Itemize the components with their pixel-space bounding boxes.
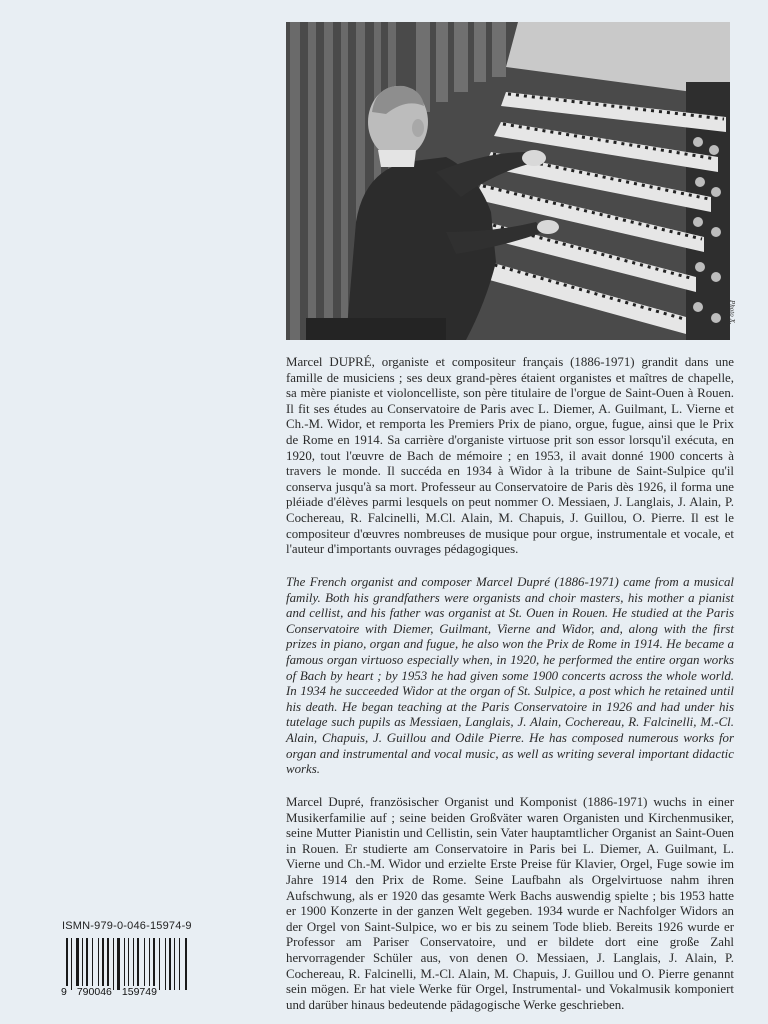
barcode-bar — [98, 938, 99, 990]
barcode-bar — [66, 938, 68, 990]
barcode-bar — [153, 938, 155, 990]
barcode-bar — [71, 938, 72, 990]
barcode-bars — [66, 938, 214, 990]
organist-photo-illustration — [286, 22, 730, 340]
barcode-bar — [107, 938, 109, 990]
barcode-bar — [86, 938, 88, 990]
biography-french: Marcel DUPRÉ, organiste et compositeur français (1886-1971) grandit dans une famille de musiciens ; ses deux grand-pères étaient organistes et maîtres de chapelle, sa mère pianiste et violoncelliste, son père titulaire de l'orgue de Saint-Ouen à Rouen. Il fit ses études au Conservatoire de Paris avec L. Diemer, A. Guilmant, L. Vierne et Ch.-M. Widor, et remporta les Premiers Prix de piano, orgue, fugue, ainsi que le Prix de Rome en 1914. Sa carrière d'organiste virtuose prit son essor lorsqu'il exécuta, en 1920, tout l'œuvre de Bach de mémoire ; en 1953, il avait donné 1900 concerts à travers le monde. Il succéda en 1934 à Widor à la tribune de Saint-Sulpice qu'il conserva jusqu'à sa mort. Professeur au Conservatoire de Paris dès 1926, il forma une pléiade d'élèves parmi lesquels on peut nommer O. Messiaen, J. Langlais, J. Alain, P. Cochereau, R. Falcinelli, M.Cl. Alain, M. Chapuis, J. Guillou, O. Pierre. Il est le compositeur d'œuvres nombreuses de musique pour orgue, instrumentale et vocale, et l'auteur d'importants ouvrages pédagogiques. — [286, 355, 734, 557]
barcode-bar — [185, 938, 187, 990]
photo-credit: Photo X. — [728, 300, 736, 325]
barcode-bar — [92, 938, 93, 990]
barcode — [60, 938, 220, 1000]
barcode-digits — [60, 986, 220, 998]
barcode-bar — [124, 938, 125, 990]
biography-german: Marcel Dupré, französischer Organist und Komponist (1886-1971) wuchs in einer Musikerfamilie auf ; seine beiden Großväter waren Organisten und Kirchenmusiker, seine Mutter Pianistin und Cellistin, sein Vater hauptamtlicher Organist an Saint-Ouen in Rouen. Er studierte am Conservatoire in Paris bei L. Diemer, A. Guilmant, L. Vierne und Ch.-M. Widor und erzielte Erste Preise für Klavier, Orgel, Fuge sowie im Jahre 1914 den Prix de Rome. Seine Laufbahn als Orgelvirtuose nahm ihren Aufschwung, als er 1920 das gesamte Werk Bachs auswendig spielte ; bis 1953 hatte er 1900 Konzerte in der ganzen Welt gegeben. 1934 wurde er Nachfolger Widors an der Orgel von Saint-Sulpice, wo er bis zu seinem Tode blieb. Bereits 1926 wurde er Professor am Pariser Conservatoire, und er bildete dort eine große Zahl hervorragender Schüler aus, von denen O. Messiaen, J. Langlais, J. Alain, P. Cochereau, R. Falcinelli, M.-Cl. Alain, M. Chapuis, J. Guillou und O. Pierre genannt sein mögen. Er hat viele Werke für Orgel, Instrumental- und Vokalmusik komponiert und darüber hinaus bedeutende pädagogische Werke geschrieben. — [286, 795, 734, 1012]
organist-photo — [286, 22, 730, 340]
barcode-bar — [137, 938, 139, 990]
barcode-bar — [102, 938, 104, 990]
biography-english: The French organist and composer Marcel Dupré (1886-1971) came from a musical family. Both his grandfathers were organists and choir masters, his mother a pianist and cellist, and his father was organist at St. Ouen in Rouen. He studied at the Paris Conservatoire with Diemer, Guilmant, Vierne and Widor, and, along with the first prizes in piano, organ and fugue, he also won the Prix de Rome in 1914. He became a famous organ virtuoso especially when, in 1920, he performed the entire organ works of Bach by heart ; by 1953 he had given some 1900 concerts across the whole world. In 1934 he succeeded Widor at the organ of St. Sulpice, a post which he retained until his death. He began teaching at the Paris Conservatoire in 1926 and had under his tutelage such pupils as Messiaen, Langlais, J. Alain, Cochereau, R. Falcinelli, M.-Cl. Alain, Chapuis, J. Guillou and Odile Pierre. He has composed numerous works for organ and instrumental and vocal music, as well as writing several important didactic works. — [286, 575, 734, 777]
barcode-bar — [117, 938, 120, 990]
ismn-label: ISMN-979-0-046-15974-9 — [62, 920, 192, 932]
barcode-bar — [179, 938, 180, 990]
barcode-bar — [113, 938, 114, 990]
barcode-bar — [174, 938, 175, 990]
barcode-bar — [159, 938, 160, 990]
barcode-bar — [165, 938, 166, 990]
barcode-bar — [169, 938, 171, 990]
barcode-bar — [149, 938, 150, 990]
barcode-digit-prefix: 9 — [61, 986, 67, 998]
barcode-bar — [144, 938, 145, 990]
barcode-bar — [76, 938, 79, 990]
barcode-bar — [133, 938, 134, 990]
barcode-bar — [82, 938, 83, 990]
barcode-digit-group-left: 790046 — [76, 986, 112, 998]
barcode-digit-group-right: 159749 — [121, 986, 157, 998]
barcode-bar — [128, 938, 129, 990]
